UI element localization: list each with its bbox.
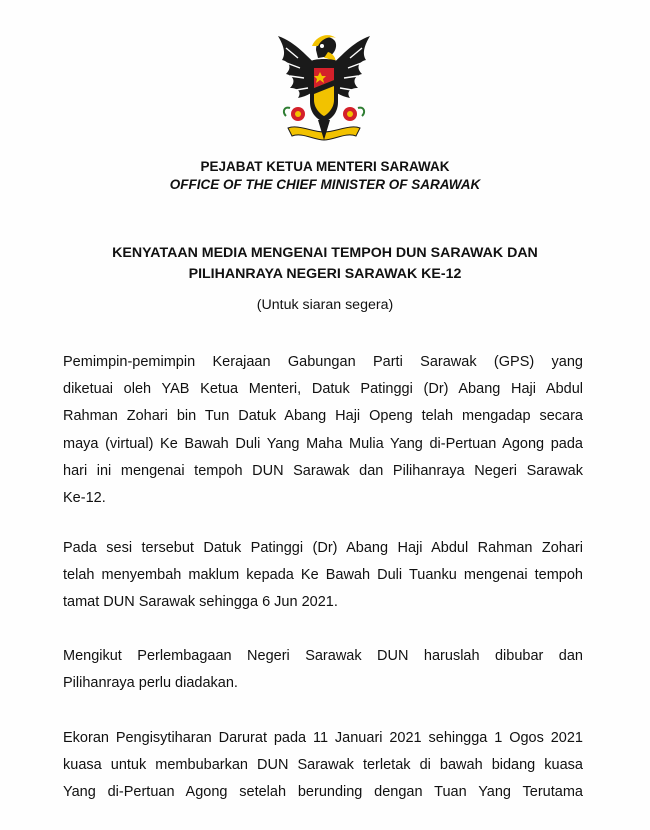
paragraph-line: Rahman Zohari bin Tun Datuk Abang Haji Openg telah mengadap secara <box>63 408 583 425</box>
paragraph-line: maya (virtual) Ke Bawah Duli Yang Maha Mulia Yang di-Pertuan Agong pada <box>63 435 583 452</box>
paragraph-4 <box>63 725 583 807</box>
paragraph-line: kuasa untuk membubarkan DUN Sarawak terletak di bawah bidang kuasa <box>63 757 583 774</box>
paragraph-line: hari ini mengenai tempoh DUN Sarawak dan Pilihanraya Negeri Sarawak <box>63 462 583 479</box>
paragraph-line: Mengikut Perlembagaan Negeri Sarawak DUN haruslah dibubar dan <box>63 648 583 664</box>
paragraph-line: diketuai oleh YAB Ketua Menteri, Datuk Patinggi (Dr) Abang Haji Abdul <box>63 381 583 398</box>
office-name-english: OFFICE OF THE CHIEF MINISTER OF SARAWAK <box>169 177 481 192</box>
office-name-malay: PEJABAT KETUA MENTERI SARAWAK <box>200 159 450 174</box>
office-heading <box>0 158 650 194</box>
paragraph-line: telah menyembah maklum kepada Ke Bawah Duli Tuanku mengenai tempoh <box>63 567 583 584</box>
paragraph-line: tamat DUN Sarawak sehingga 6 Jun 2021. <box>63 594 338 611</box>
release-note: (Untuk siaran segera) <box>256 297 394 313</box>
paragraph-line: Pada sesi tersebut Datuk Patinggi (Dr) Abang Haji Abdul Rahman Zohari <box>63 540 583 556</box>
paragraph-1 <box>63 349 583 512</box>
paragraph-2 <box>63 535 583 617</box>
paragraph-3 <box>63 643 583 697</box>
paragraph-line: Pilihanraya perlu diadakan. <box>63 675 238 692</box>
title-line-1: KENYATAAN MEDIA MENGENAI TEMPOH DUN SARAWAK DAN <box>112 245 538 261</box>
paragraph-line: Pemimpin-pemimpin Kerajaan Gabungan Parti Sarawak (GPS) yang <box>63 354 583 370</box>
paragraph-line: Yang di-Pertuan Agong setelah berunding dengan Tuan Yang Terutama <box>63 784 583 801</box>
press-statement-title <box>0 243 650 285</box>
paragraph-line: Ke-12. <box>63 489 106 506</box>
paragraph-line: Ekoran Pengisytiharan Darurat pada 11 Januari 2021 sehingga 1 Ogos 2021 <box>63 730 583 746</box>
sarawak-coat-of-arms-icon <box>268 28 380 146</box>
title-line-2: PILIHANRAYA NEGERI SARAWAK KE-12 <box>188 266 462 282</box>
